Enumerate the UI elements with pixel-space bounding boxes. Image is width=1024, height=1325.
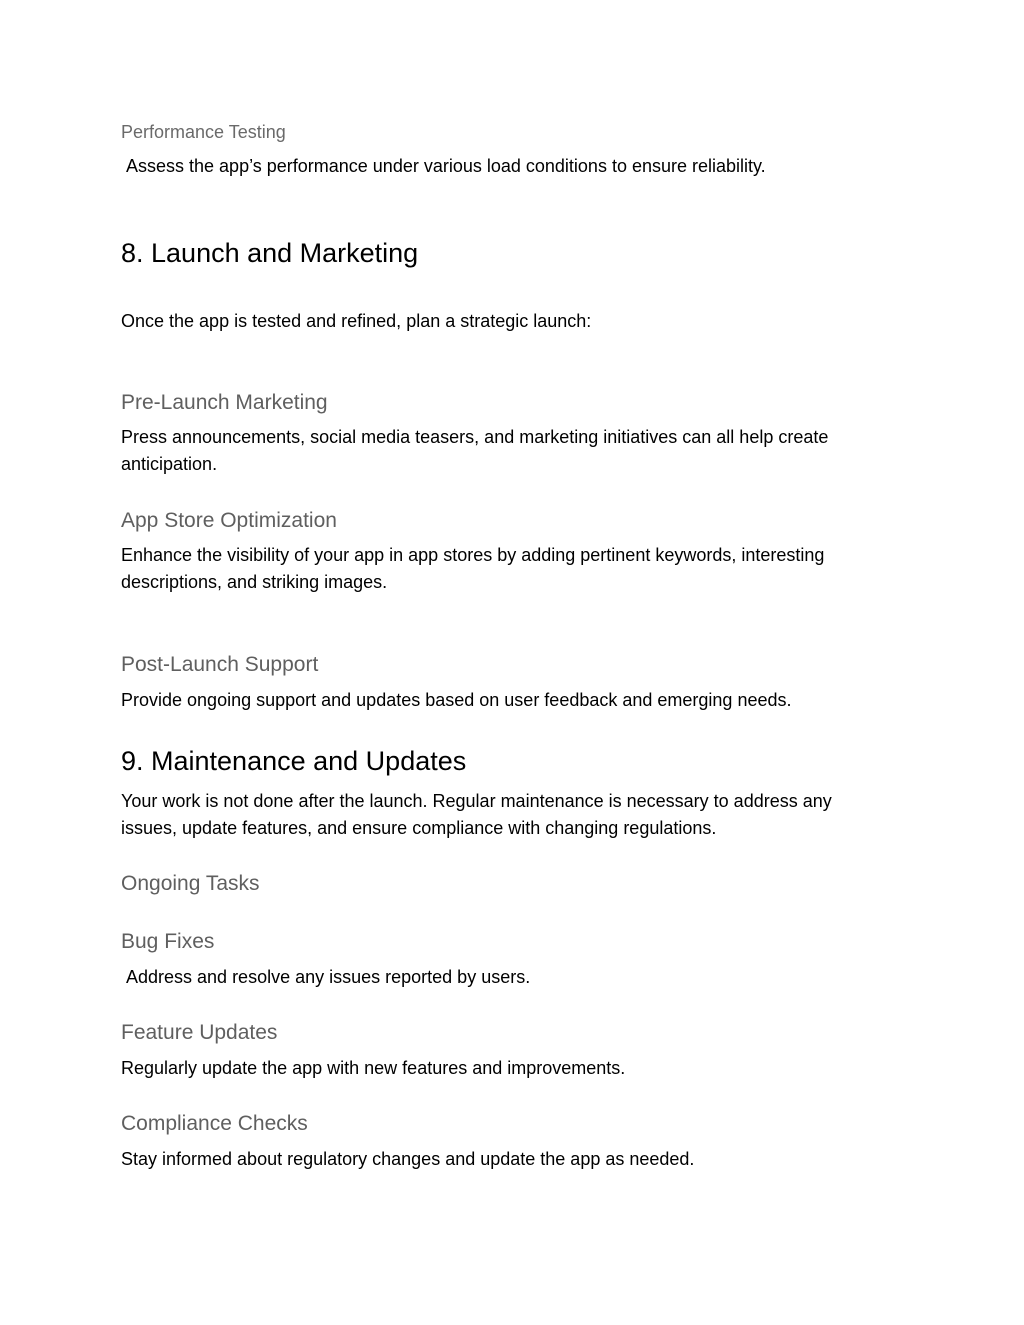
aso-heading: App Store Optimization bbox=[121, 509, 337, 532]
launch-intro-text: Once the app is tested and refined, plan a strategic launch: bbox=[121, 311, 592, 331]
bug-fixes-text: Address and resolve any issues reported by users. bbox=[126, 967, 531, 987]
launch-marketing-heading: 8. Launch and Marketing bbox=[121, 238, 419, 268]
compliance-heading: Compliance Checks bbox=[121, 1112, 308, 1135]
performance-testing-heading: Performance Testing bbox=[121, 122, 286, 142]
feature-updates-heading: Feature Updates bbox=[121, 1021, 278, 1044]
ongoing-tasks-heading: Ongoing Tasks bbox=[121, 872, 260, 895]
maintenance-heading: 9. Maintenance and Updates bbox=[121, 746, 467, 776]
compliance-text: Stay informed about regulatory changes and update the app as needed. bbox=[121, 1149, 695, 1169]
feature-updates-text: Regularly update the app with new features and improvements. bbox=[121, 1058, 626, 1078]
post-launch-heading: Post-Launch Support bbox=[121, 653, 319, 676]
aso-text: Enhance the visibility of your app in app stores by adding pertinent keywords, interesting descriptions, and striking images. bbox=[121, 545, 825, 592]
pre-launch-text: Press announcements, social media teasers, and marketing initiatives can all help create anticipation. bbox=[121, 427, 829, 474]
performance-testing-text: Assess the app’s performance under various load conditions to ensure reliability. bbox=[126, 156, 766, 176]
maintenance-text: Your work is not done after the launch. Regular maintenance is necessary to address any issues, update features, and ensure compliance with changing regulations. bbox=[121, 791, 832, 838]
pre-launch-heading: Pre-Launch Marketing bbox=[121, 391, 328, 414]
bug-fixes-heading: Bug Fixes bbox=[121, 930, 215, 953]
post-launch-text: Provide ongoing support and updates based on user feedback and emerging needs. bbox=[121, 690, 792, 710]
